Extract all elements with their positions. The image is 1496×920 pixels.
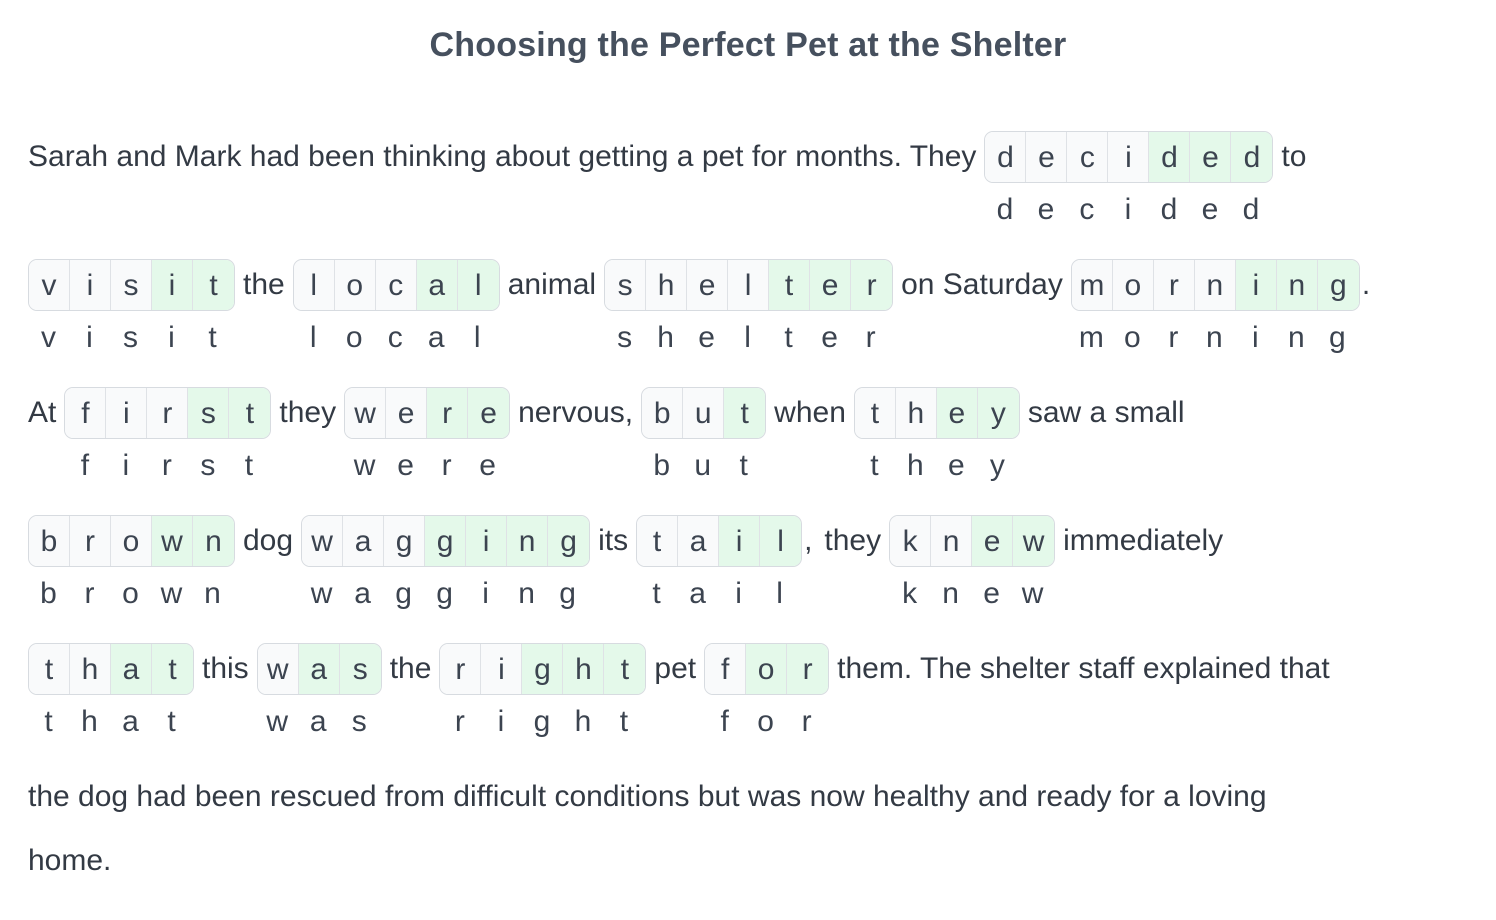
- letter-input[interactable]: i: [1236, 260, 1277, 311]
- hint-letter: w: [160, 577, 183, 610]
- hint-letter: o: [345, 321, 363, 354]
- letter-input[interactable]: a: [343, 516, 384, 567]
- hint-letter: l: [309, 321, 317, 354]
- letter-input[interactable]: t: [152, 644, 193, 695]
- passage-text: when: [774, 396, 846, 429]
- letter-input[interactable]: w: [302, 516, 343, 567]
- word-puzzle: [889, 513, 1055, 610]
- letter-box-group: [28, 643, 194, 695]
- word-puzzle: [28, 513, 235, 610]
- letter-box-group: [854, 387, 1020, 439]
- passage-text: them. The shelter staff explained that: [837, 652, 1330, 685]
- hint-letter: t: [167, 705, 176, 738]
- hint-letter: a: [354, 577, 371, 610]
- word-puzzle: [604, 257, 893, 354]
- hint-letter: h: [81, 705, 98, 738]
- word-puzzle: [293, 257, 500, 354]
- letter-input[interactable]: e: [468, 388, 509, 439]
- letter-input[interactable]: o: [746, 644, 787, 695]
- letter-input[interactable]: o: [335, 260, 376, 311]
- hint-letter: v: [41, 321, 56, 354]
- letter-input[interactable]: i: [152, 260, 193, 311]
- hint-letter: y: [989, 449, 1005, 482]
- page-title: Choosing the Perfect Pet at the Shelter: [429, 26, 1067, 64]
- word-puzzle: [636, 513, 802, 610]
- hint-letter: f: [720, 705, 729, 738]
- passage-text: they: [279, 396, 337, 429]
- hint-letter: r: [161, 449, 172, 482]
- letter-input[interactable]: s: [605, 260, 646, 311]
- word-puzzle: [28, 641, 194, 738]
- word-hint: [984, 193, 1271, 227]
- word-hint: [344, 449, 508, 483]
- hint-letter: h: [907, 449, 924, 482]
- hint-letter: i: [1124, 193, 1132, 226]
- hint-letter: t: [739, 449, 748, 482]
- letter-input[interactable]: t: [855, 388, 896, 439]
- letter-input[interactable]: f: [65, 388, 106, 439]
- hint-letter: a: [122, 705, 139, 738]
- passage-text: At: [28, 396, 57, 429]
- hint-letter: d: [1242, 193, 1260, 226]
- letter-input[interactable]: e: [386, 388, 427, 439]
- letter-input[interactable]: o: [1113, 260, 1154, 311]
- hint-letter: i: [168, 321, 175, 354]
- letter-input[interactable]: l: [728, 260, 769, 311]
- hint-letter: w: [353, 449, 376, 482]
- passage-text: the dog had been rescued from difficult conditions but was now healthy and ready for a loving: [28, 780, 1267, 813]
- passage-text: to: [1281, 140, 1307, 173]
- passage-text: home.: [28, 844, 112, 877]
- hint-letter: a: [427, 321, 445, 354]
- letter-input[interactable]: i: [466, 516, 507, 567]
- hint-letter: n: [942, 577, 959, 610]
- passage-text: on Saturday: [901, 268, 1063, 301]
- letter-input[interactable]: r: [440, 644, 481, 695]
- letter-box-group: [1071, 259, 1360, 311]
- hint-letter: i: [86, 321, 93, 354]
- letter-box-group: [344, 387, 510, 439]
- letter-input[interactable]: n: [193, 516, 234, 567]
- letter-input[interactable]: w: [258, 644, 299, 695]
- hint-letter: g: [533, 705, 551, 738]
- word-hint: [636, 577, 800, 611]
- word-puzzle: [257, 641, 382, 738]
- letter-box-group: [439, 643, 646, 695]
- word-hint: [889, 577, 1053, 611]
- hint-letter: s: [200, 449, 216, 482]
- hint-letter: r: [801, 705, 812, 738]
- letter-input[interactable]: h: [896, 388, 937, 439]
- hint-letter: t: [208, 321, 217, 354]
- word-hint: [64, 449, 269, 483]
- hint-letter: l: [776, 577, 783, 610]
- word-hint: [28, 577, 233, 611]
- word-puzzle: [344, 385, 510, 482]
- letter-input[interactable]: b: [29, 516, 70, 567]
- letter-input[interactable]: w: [345, 388, 386, 439]
- hint-letter: o: [757, 705, 774, 738]
- letter-input[interactable]: d: [985, 132, 1026, 183]
- letter-input[interactable]: v: [29, 260, 70, 311]
- letter-input[interactable]: r: [70, 516, 111, 567]
- letter-input[interactable]: r: [427, 388, 468, 439]
- hint-letter: d: [996, 193, 1014, 226]
- letter-box-group: [984, 131, 1273, 183]
- letter-input[interactable]: g: [425, 516, 466, 567]
- letter-input[interactable]: d: [1231, 132, 1272, 183]
- hint-letter: t: [784, 321, 793, 354]
- hint-letter: n: [204, 577, 221, 610]
- hint-letter: e: [948, 449, 965, 482]
- letter-box-group: [64, 387, 271, 439]
- hint-letter: c: [1079, 193, 1095, 226]
- letter-input[interactable]: t: [193, 260, 234, 311]
- letter-input[interactable]: b: [642, 388, 683, 439]
- passage-text: the: [389, 652, 432, 685]
- word-hint: [1071, 321, 1358, 355]
- letter-input[interactable]: u: [683, 388, 724, 439]
- hint-letter: t: [870, 449, 879, 482]
- letter-input[interactable]: n: [507, 516, 548, 567]
- letter-input[interactable]: s: [340, 644, 381, 695]
- passage-text: dog: [243, 524, 294, 557]
- letter-input[interactable]: f: [705, 644, 746, 695]
- hint-letter: o: [1124, 321, 1141, 354]
- letter-input[interactable]: i: [1108, 132, 1149, 183]
- letter-input[interactable]: r: [787, 644, 828, 695]
- letter-input[interactable]: e: [810, 260, 851, 311]
- hint-letter: n: [518, 577, 535, 610]
- letter-input[interactable]: r: [147, 388, 188, 439]
- passage-text: Sarah and Mark had been thinking about getting a pet for months. They: [28, 140, 977, 173]
- word-hint: [439, 705, 644, 739]
- letter-input[interactable]: w: [152, 516, 193, 567]
- letter-input[interactable]: a: [678, 516, 719, 567]
- letter-input[interactable]: w: [1013, 516, 1054, 567]
- passage-text: nervous,: [518, 396, 634, 429]
- letter-input[interactable]: k: [890, 516, 931, 567]
- hint-letter: r: [84, 577, 95, 610]
- hint-letter: u: [694, 449, 711, 482]
- hint-letter: e: [983, 577, 1000, 610]
- letter-input[interactable]: a: [299, 644, 340, 695]
- letter-input[interactable]: g: [1318, 260, 1359, 311]
- letter-input[interactable]: n: [931, 516, 972, 567]
- word-hint: [257, 705, 380, 739]
- word-hint: [641, 449, 764, 483]
- passage-text: they: [824, 524, 882, 557]
- hint-letter: i: [122, 449, 130, 482]
- letter-input[interactable]: s: [188, 388, 229, 439]
- hint-letter: g: [1329, 321, 1346, 354]
- word-hint: [704, 705, 827, 739]
- letter-input[interactable]: o: [111, 516, 152, 567]
- hint-letter: i: [497, 705, 505, 738]
- hint-letter: s: [123, 321, 138, 354]
- letter-input[interactable]: l: [760, 516, 801, 567]
- passage-line: [28, 385, 1185, 482]
- letter-input[interactable]: r: [1154, 260, 1195, 311]
- passage-text: pet: [654, 652, 697, 685]
- hint-letter: g: [436, 577, 453, 610]
- letter-input[interactable]: e: [937, 388, 978, 439]
- passage-line: [28, 257, 1371, 354]
- hint-letter: e: [1201, 193, 1219, 226]
- letter-input[interactable]: d: [1149, 132, 1190, 183]
- passage-line: [28, 833, 111, 889]
- letter-input[interactable]: e: [1026, 132, 1067, 183]
- passage-text: .: [1361, 268, 1371, 301]
- letter-input[interactable]: t: [604, 644, 645, 695]
- word-puzzle: [984, 129, 1273, 226]
- letter-input[interactable]: n: [1195, 260, 1236, 311]
- letter-box-group: [636, 515, 802, 567]
- word-hint: [28, 705, 192, 739]
- word-puzzle: [641, 385, 766, 482]
- letter-input[interactable]: e: [687, 260, 728, 311]
- hint-letter: a: [309, 705, 327, 738]
- letter-box-group: [889, 515, 1055, 567]
- hint-letter: e: [479, 449, 496, 482]
- letter-input[interactable]: l: [458, 260, 499, 311]
- hint-letter: e: [698, 321, 715, 354]
- hint-letter: w: [266, 705, 289, 738]
- letter-box-group: [641, 387, 766, 439]
- letter-input[interactable]: g: [522, 644, 563, 695]
- letter-input[interactable]: e: [972, 516, 1013, 567]
- hint-letter: d: [1160, 193, 1178, 226]
- letter-input[interactable]: t: [724, 388, 765, 439]
- word-puzzle: [28, 257, 235, 354]
- letter-input[interactable]: r: [851, 260, 892, 311]
- hint-letter: r: [454, 705, 465, 738]
- letter-box-group: [293, 259, 500, 311]
- hint-letter: w: [310, 577, 333, 610]
- hint-letter: t: [244, 449, 254, 482]
- passage-text: the: [243, 268, 285, 301]
- hint-letter: g: [395, 577, 412, 610]
- word-hint: [604, 321, 891, 355]
- hint-letter: n: [1206, 321, 1223, 354]
- word-puzzle: [1071, 257, 1360, 354]
- hint-letter: f: [80, 449, 90, 482]
- hint-letter: o: [122, 577, 139, 610]
- hint-letter: e: [397, 449, 414, 482]
- hint-letter: t: [619, 705, 629, 738]
- hint-letter: l: [744, 321, 751, 354]
- hint-letter: r: [865, 321, 876, 354]
- passage-text: its: [598, 524, 629, 557]
- word-hint: [301, 577, 588, 611]
- hint-letter: g: [559, 577, 576, 610]
- letter-input[interactable]: t: [29, 644, 70, 695]
- letter-input[interactable]: c: [1067, 132, 1108, 183]
- hint-letter: s: [617, 321, 633, 354]
- hint-letter: m: [1078, 321, 1104, 354]
- word-puzzle: [301, 513, 590, 610]
- letter-input[interactable]: g: [384, 516, 425, 567]
- passage-text: animal: [507, 268, 597, 301]
- letter-input[interactable]: i: [106, 388, 147, 439]
- hint-letter: h: [657, 321, 674, 354]
- hint-letter: t: [44, 705, 53, 738]
- hint-letter: r: [1168, 321, 1179, 354]
- letter-input[interactable]: c: [376, 260, 417, 311]
- letter-input[interactable]: t: [769, 260, 810, 311]
- word-puzzle: [704, 641, 829, 738]
- letter-input[interactable]: y: [978, 388, 1019, 439]
- passage-text: this: [202, 652, 249, 685]
- letter-input[interactable]: t: [637, 516, 678, 567]
- letter-input[interactable]: a: [417, 260, 458, 311]
- letter-box-group: [257, 643, 382, 695]
- letter-input[interactable]: n: [1277, 260, 1318, 311]
- hint-letter: k: [902, 577, 918, 610]
- word-puzzle: [854, 385, 1020, 482]
- passage-text: immediately: [1063, 524, 1224, 557]
- letter-box-group: [604, 259, 893, 311]
- word-hint: [28, 321, 233, 355]
- letter-input[interactable]: g: [548, 516, 589, 567]
- word-puzzle: [64, 385, 271, 482]
- letter-input[interactable]: i: [481, 644, 522, 695]
- hint-letter: e: [1037, 193, 1055, 226]
- word-puzzle: [439, 641, 646, 738]
- passage-line: [28, 769, 1267, 825]
- letter-input[interactable]: a: [111, 644, 152, 695]
- hint-letter: i: [735, 577, 742, 610]
- passage-line: [28, 513, 1224, 610]
- letter-box-group: [704, 643, 829, 695]
- passage-line: [28, 641, 1330, 738]
- passage-line: [28, 129, 1307, 226]
- letter-input[interactable]: i: [70, 260, 111, 311]
- hint-letter: h: [574, 705, 592, 738]
- hint-letter: c: [387, 321, 403, 354]
- letter-input[interactable]: l: [294, 260, 335, 311]
- word-hint: [854, 449, 1018, 483]
- passage-text: ,: [804, 524, 813, 557]
- letter-box-group: [28, 259, 235, 311]
- hint-letter: a: [689, 577, 706, 610]
- letter-input[interactable]: s: [111, 260, 152, 311]
- hint-letter: w: [1021, 577, 1044, 610]
- hint-letter: i: [1252, 321, 1259, 354]
- hint-letter: t: [652, 577, 661, 610]
- letter-box-group: [301, 515, 590, 567]
- hint-letter: e: [821, 321, 838, 354]
- hint-letter: b: [653, 449, 670, 482]
- hint-letter: s: [351, 705, 367, 738]
- letter-input[interactable]: h: [563, 644, 604, 695]
- letter-input[interactable]: t: [229, 388, 270, 439]
- letter-box-group: [28, 515, 235, 567]
- letter-input[interactable]: h: [70, 644, 111, 695]
- letter-input[interactable]: i: [719, 516, 760, 567]
- word-hint: [293, 321, 498, 355]
- hint-letter: n: [1288, 321, 1305, 354]
- hint-letter: l: [473, 321, 481, 354]
- passage-text: saw a small: [1027, 396, 1185, 429]
- letter-input[interactable]: m: [1072, 260, 1113, 311]
- letter-input[interactable]: e: [1190, 132, 1231, 183]
- hint-letter: b: [40, 577, 57, 610]
- letter-input[interactable]: h: [646, 260, 687, 311]
- hint-letter: r: [441, 449, 452, 482]
- hint-letter: i: [482, 577, 489, 610]
